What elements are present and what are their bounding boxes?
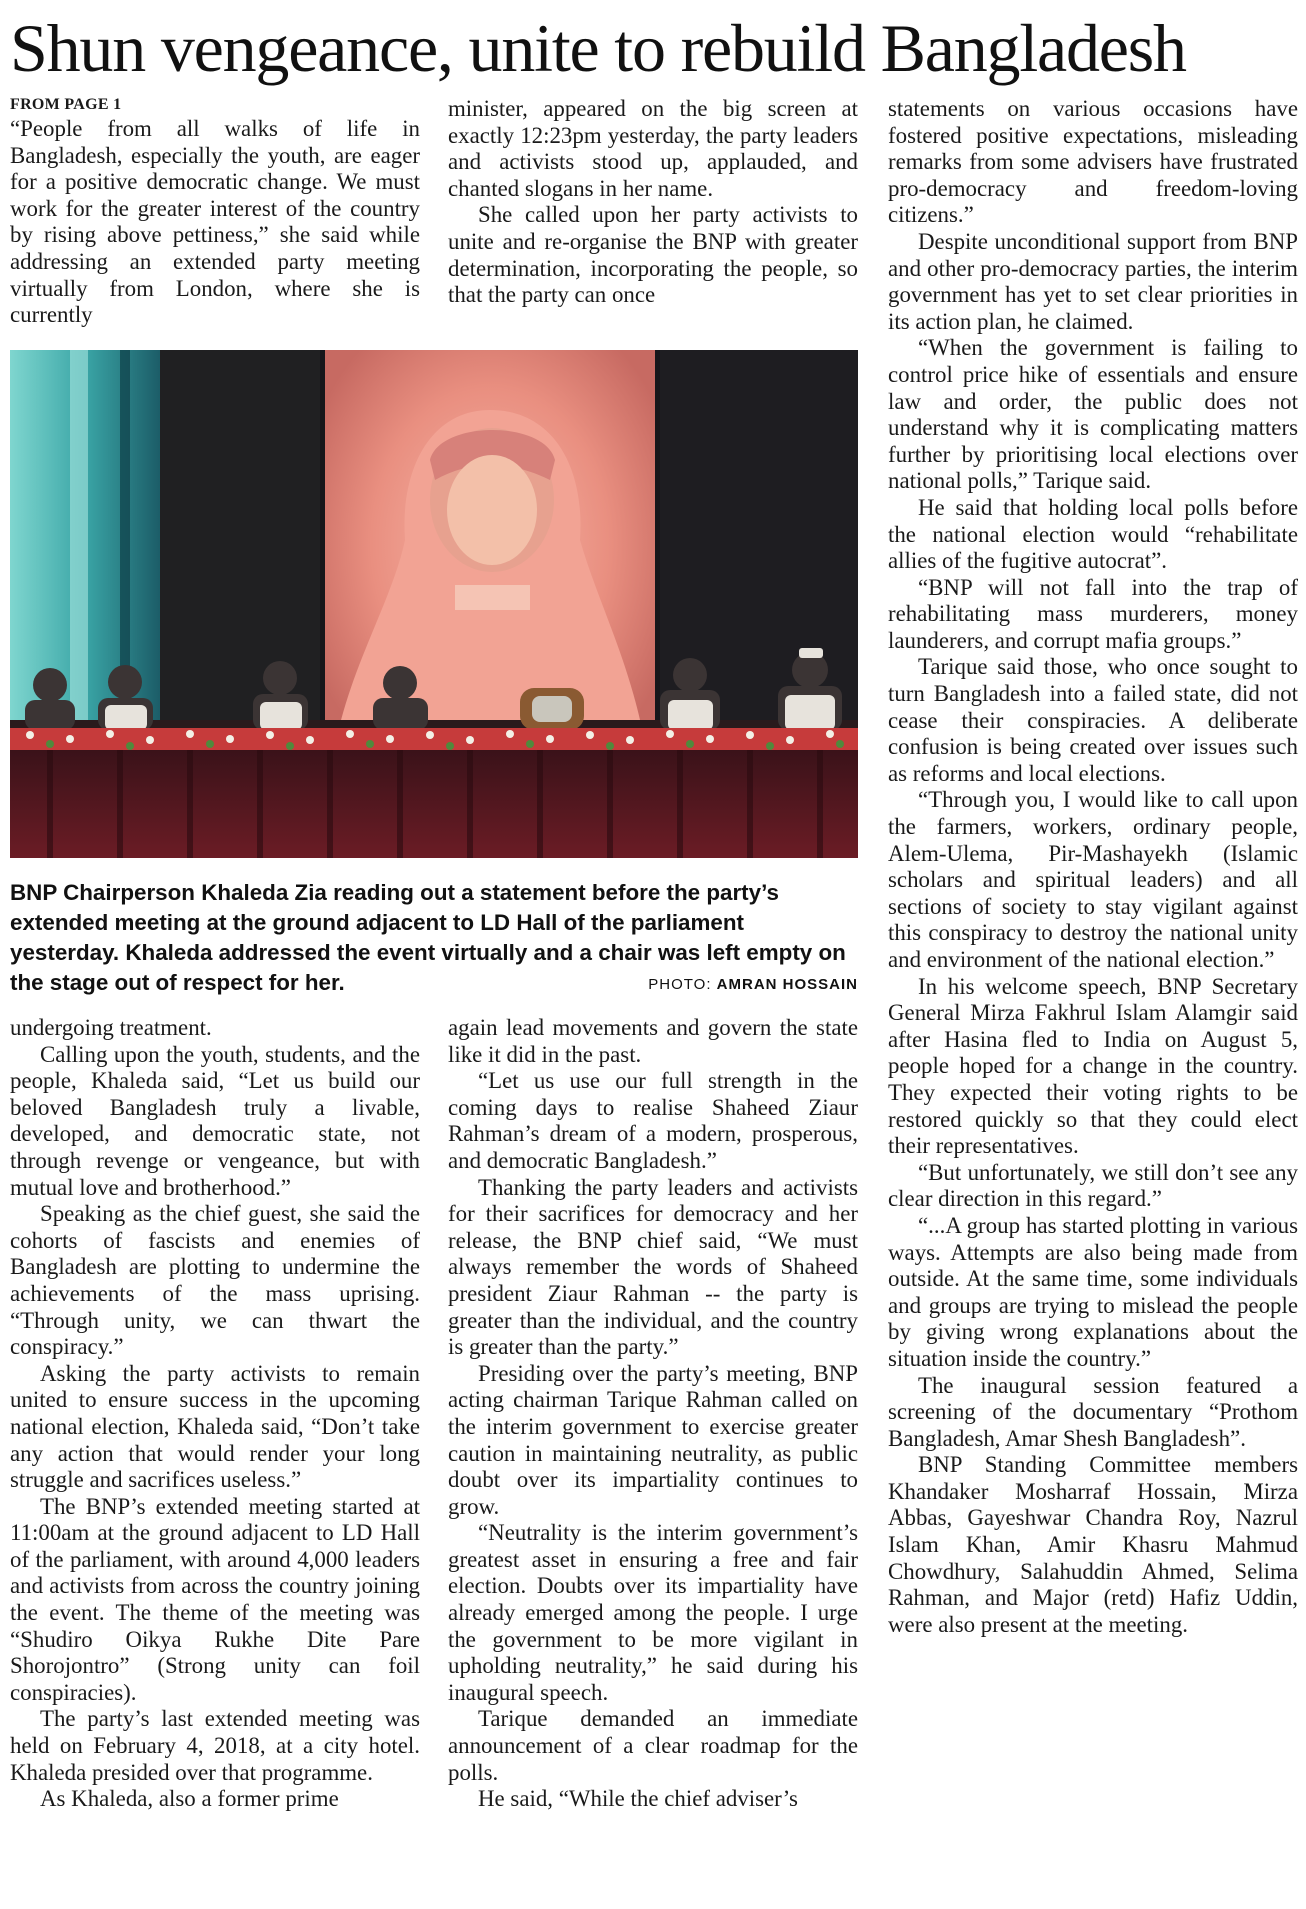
paragraph: Presiding over the party’s meeting, BNP acting chairman Tarique Rahman called on the interim government to exercise greater caution in maintaining neutrality, as public doubt over its impartiality continues to grow. (448, 1360, 858, 1519)
paragraph: Thanking the party leaders and activists for their sacrifices for democracy and her release, the BNP chief said, “We must always remember the words of Shaheed president Ziaur Rahman -- the party is greater than the individual, and the country is greater than the party.” (448, 1174, 858, 1360)
paragraph: Tarique said those, who once sought to turn Bangladesh into a failed state, did not cease their conspiracies. A deliberate confusion is being created over issues such as reforms and local elections. (888, 654, 1298, 786)
paragraph: Speaking as the chief guest, she said the cohorts of fascists and enemies of Bangladesh are plotting to undermine the achievements of the mass uprising. “Through unity, we can thwart the conspiracy.” (10, 1201, 420, 1360)
column-1-bottom (10, 1015, 420, 1813)
paragraph: “Through you, I would like to call upon the farmers, workers, ordinary people, Alem-Ulema, Pir-Mashayekh (Islamic scholars and spiritual leaders) and all sections of society to stay vigilant against this conspiracy to destroy the national unity and environment of the national election.” (888, 787, 1298, 972)
photo-caption: BNP Chairperson Khaleda Zia reading out a statement before the party’s extended meeting at the ground adjacent to LD Hall of the parliament yesterday. Khaleda addressed the event virtually and a chair was left empty on the stage out of respect for her. (10, 880, 846, 995)
paragraph: “Let us use our full strength in the coming days to realise Shaheed Ziaur Rahman’s dream of a modern, prosperous, and democratic Bangladesh.” (448, 1068, 858, 1173)
paragraph: again lead movements and govern the state like it did in the past. (448, 1015, 858, 1067)
paragraph: As Khaleda, also a former prime (40, 1786, 339, 1812)
column-2-bottom (448, 1015, 858, 1813)
paragraph: “...A group has started plotting in various ways. Attempts are also being made from outside. At the same time, some individuals and groups are trying to mislead the people by giving wrong explanations about the situation inside the country.” (888, 1212, 1298, 1371)
paragraph: The party’s last extended meeting was held on February 4, 2018, at a city hotel. Khaleda presided over that programme. (10, 1706, 420, 1785)
paragraph: BNP Standing Committee members Khandaker Mosharraf Hossain, Mirza Abbas, Gayeshwar Chandra Roy, Nazrul Islam Khan, Amir Khasru Mahmud Chowdhury, Salahuddin Ahmed, Selima Rahman, and Major (retd) Hafiz Uddin, were also present at the meeting. (888, 1452, 1298, 1637)
paragraph: The inaugural session featured a screening of the documentary “Prothom Bangladesh, Amar Shesh Bangladesh”. (888, 1372, 1298, 1451)
paragraph: She called upon her party activists to unite and re-organise the BNP with greater determination, incorporating the people, so that the party can once (448, 202, 858, 308)
paragraph: “But unfortunately, we still don’t see any clear direction in this regard.” (888, 1159, 1298, 1212)
paragraph: Despite unconditional support from BNP and other pro-democracy parties, the interim government has yet to set clear priorities in its action plan, he claimed. (888, 228, 1298, 334)
paragraph: statements on various occasions have fostered positive expectations, misleading remarks from some advisers have frustrated pro-democracy and freedom-loving citizens.” (888, 96, 1298, 228)
paragraph: Tarique demanded an immediate announcement of a clear roadmap for the polls. (448, 1706, 858, 1785)
photographer-name: AMRAN HOSSAIN (716, 976, 858, 993)
paragraph: “BNP will not fall into the trap of rehabilitating mass murderers, money launderers, and corrupt mafia groups.” (888, 574, 1298, 653)
paragraph: He said that holding local polls before the national election would “rehabilitate allies of the fugitive autocrat”. (888, 494, 1298, 574)
headline: Shun vengeance, unite to rebuild Bangladesh (10, 10, 1186, 86)
paragraph: In his welcome speech, BNP Secretary General Mirza Fakhrul Islam Alamgir said after Hasina fled to India on August 5, people hoped for a change in the country. They expected their voting rights to be restored quickly so that they could elect their representatives. (888, 973, 1298, 1159)
column-2-top (448, 96, 858, 309)
photo-credit-label: PHOTO: (648, 976, 712, 993)
photo-credit (610, 976, 858, 993)
paragraph: The BNP’s extended meeting started at 11:00am at the ground adjacent to LD Hall of the parliament, with around 4,000 leaders and activists from across the country joining the event. The theme of the meeting was “Shudiro Oikya Rukhe Dite Pare Shorojontro” (Strong unity can foil conspiracies). (10, 1493, 420, 1705)
paragraph: minister, appeared on the big screen at exactly 12:23pm yesterday, the party leaders and activists stood up, applauded, and chanted slogans in her name. (448, 96, 858, 201)
column-1-top (10, 96, 420, 329)
paragraph: He said, “While the chief adviser’s (478, 1786, 798, 1812)
column-3 (888, 96, 1298, 1638)
from-page-kicker: FROM PAGE 1 (10, 96, 122, 113)
paragraph: undergoing treatment. (10, 1015, 212, 1040)
paragraph: Calling upon the youth, students, and the people, Khaleda said, “Let us build our beloved Bangladesh truly a livable, developed, and democratic state, not through revenge or vengeance, but with mutual love and brotherhood.” (10, 1041, 420, 1200)
paragraph: “When the government is failing to control price hike of essentials and ensure law and order, the public does not understand why it is complicating matters further by prioritising local elections over national polls,” Tarique said. (888, 335, 1298, 494)
stage-scene-illustration (10, 350, 858, 858)
paragraph: “Neutrality is the interim government’s greatest asset in ensuring a free and fair election. Doubts over its impartiality have already emerged among the people. I urge the government to be more vigilant in upholding neutrality,” he said during his inaugural speech. (448, 1520, 858, 1705)
paragraph: “People from all walks of life in Bangladesh, especially the youth, are eager for a positive democratic change. We must work for the greater interest of the country by rising above pettiness,” she said while addressing an extended party meeting virtually from London, where she is currently (10, 116, 420, 328)
news-photo (10, 350, 858, 858)
paragraph: Asking the party activists to remain united to ensure success in the upcoming national election, Khaleda said, “Don’t take any action that would render your long struggle and sacrifices useless.” (10, 1360, 420, 1493)
